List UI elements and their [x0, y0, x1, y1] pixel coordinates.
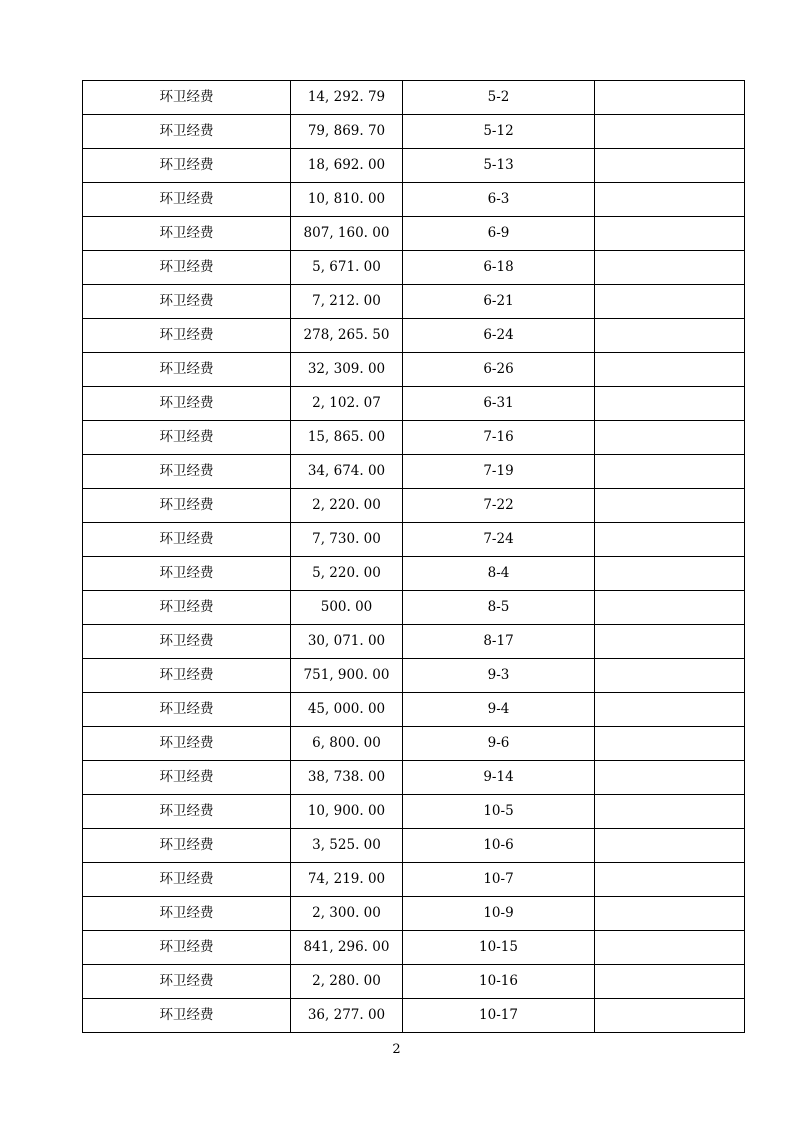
date-cell: 8-17: [403, 625, 595, 659]
amount-cell: 5, 671. 00: [291, 251, 403, 285]
table-row: [83, 81, 745, 115]
expense-item-cell: 环卫经费: [83, 591, 291, 625]
note-cell: [595, 523, 745, 557]
expense-table-body: [83, 81, 745, 1033]
table-row: [83, 795, 745, 829]
table-row: [83, 319, 745, 353]
date-cell: 8-5: [403, 591, 595, 625]
amount-cell: 79, 869. 70: [291, 115, 403, 149]
table-row: [83, 183, 745, 217]
expense-item-cell: 环卫经费: [83, 659, 291, 693]
expense-item-cell: 环卫经费: [83, 319, 291, 353]
expense-item-cell: 环卫经费: [83, 829, 291, 863]
amount-cell: 7, 730. 00: [291, 523, 403, 557]
note-cell: [595, 999, 745, 1033]
amount-cell: 807, 160. 00: [291, 217, 403, 251]
date-cell: 10-15: [403, 931, 595, 965]
date-cell: 9-14: [403, 761, 595, 795]
note-cell: [595, 217, 745, 251]
expense-item-cell: 环卫经费: [83, 931, 291, 965]
note-cell: [595, 761, 745, 795]
note-cell: [595, 353, 745, 387]
expense-item-cell: 环卫经费: [83, 761, 291, 795]
table-row: [83, 625, 745, 659]
expense-item-cell: 环卫经费: [83, 455, 291, 489]
table-row: [83, 523, 745, 557]
date-cell: 9-4: [403, 693, 595, 727]
amount-cell: 34, 674. 00: [291, 455, 403, 489]
note-cell: [595, 421, 745, 455]
table-row: [83, 387, 745, 421]
expense-item-cell: 环卫经费: [83, 489, 291, 523]
date-cell: 6-21: [403, 285, 595, 319]
expense-item-cell: 环卫经费: [83, 863, 291, 897]
table-row: [83, 761, 745, 795]
date-cell: 7-24: [403, 523, 595, 557]
expense-item-cell: 环卫经费: [83, 421, 291, 455]
note-cell: [595, 489, 745, 523]
note-cell: [595, 115, 745, 149]
date-cell: 10-17: [403, 999, 595, 1033]
table-row: [83, 693, 745, 727]
expense-item-cell: 环卫经费: [83, 285, 291, 319]
amount-cell: 2, 220. 00: [291, 489, 403, 523]
table-row: [83, 591, 745, 625]
amount-cell: 45, 000. 00: [291, 693, 403, 727]
expense-item-cell: 环卫经费: [83, 999, 291, 1033]
date-cell: 6-24: [403, 319, 595, 353]
expense-item-cell: 环卫经费: [83, 217, 291, 251]
table-row: [83, 897, 745, 931]
expense-table: [82, 80, 745, 1033]
table-row: [83, 965, 745, 999]
table-row: [83, 285, 745, 319]
date-cell: 6-26: [403, 353, 595, 387]
note-cell: [595, 795, 745, 829]
amount-cell: 36, 277. 00: [291, 999, 403, 1033]
table-row: [83, 421, 745, 455]
date-cell: 6-31: [403, 387, 595, 421]
note-cell: [595, 285, 745, 319]
note-cell: [595, 557, 745, 591]
expense-item-cell: 环卫经费: [83, 625, 291, 659]
amount-cell: 2, 300. 00: [291, 897, 403, 931]
page-number: 2: [392, 1042, 401, 1057]
note-cell: [595, 251, 745, 285]
amount-cell: 38, 738. 00: [291, 761, 403, 795]
table-row: [83, 455, 745, 489]
amount-cell: 74, 219. 00: [291, 863, 403, 897]
table-row: [83, 863, 745, 897]
expense-item-cell: 环卫经费: [83, 693, 291, 727]
expense-item-cell: 环卫经费: [83, 387, 291, 421]
expense-item-cell: 环卫经费: [83, 557, 291, 591]
amount-cell: 841, 296. 00: [291, 931, 403, 965]
table-row: [83, 727, 745, 761]
table-row: [83, 999, 745, 1033]
expense-item-cell: 环卫经费: [83, 353, 291, 387]
note-cell: [595, 319, 745, 353]
note-cell: [595, 149, 745, 183]
date-cell: 5-12: [403, 115, 595, 149]
note-cell: [595, 965, 745, 999]
expense-item-cell: 环卫经费: [83, 149, 291, 183]
date-cell: 10-16: [403, 965, 595, 999]
note-cell: [595, 897, 745, 931]
note-cell: [595, 183, 745, 217]
date-cell: 6-3: [403, 183, 595, 217]
date-cell: 10-6: [403, 829, 595, 863]
date-cell: 10-9: [403, 897, 595, 931]
note-cell: [595, 591, 745, 625]
note-cell: [595, 931, 745, 965]
amount-cell: 751, 900. 00: [291, 659, 403, 693]
date-cell: 5-2: [403, 81, 595, 115]
amount-cell: 5, 220. 00: [291, 557, 403, 591]
note-cell: [595, 81, 745, 115]
expense-item-cell: 环卫经费: [83, 251, 291, 285]
expense-item-cell: 环卫经费: [83, 523, 291, 557]
note-cell: [595, 455, 745, 489]
date-cell: 7-19: [403, 455, 595, 489]
date-cell: 10-7: [403, 863, 595, 897]
expense-item-cell: 环卫经费: [83, 727, 291, 761]
amount-cell: 10, 900. 00: [291, 795, 403, 829]
table-row: [83, 217, 745, 251]
amount-cell: 32, 309. 00: [291, 353, 403, 387]
note-cell: [595, 863, 745, 897]
date-cell: 7-16: [403, 421, 595, 455]
amount-cell: 14, 292. 79: [291, 81, 403, 115]
date-cell: 9-3: [403, 659, 595, 693]
expense-item-cell: 环卫经费: [83, 183, 291, 217]
amount-cell: 15, 865. 00: [291, 421, 403, 455]
table-row: [83, 659, 745, 693]
amount-cell: 7, 212. 00: [291, 285, 403, 319]
amount-cell: 3, 525. 00: [291, 829, 403, 863]
table-row: [83, 115, 745, 149]
note-cell: [595, 829, 745, 863]
date-cell: 5-13: [403, 149, 595, 183]
expense-item-cell: 环卫经费: [83, 81, 291, 115]
table-row: [83, 931, 745, 965]
note-cell: [595, 625, 745, 659]
amount-cell: 2, 280. 00: [291, 965, 403, 999]
table-row: [83, 353, 745, 387]
expense-item-cell: 环卫经费: [83, 795, 291, 829]
date-cell: 6-18: [403, 251, 595, 285]
expense-item-cell: 环卫经费: [83, 897, 291, 931]
note-cell: [595, 693, 745, 727]
amount-cell: 18, 692. 00: [291, 149, 403, 183]
amount-cell: 500. 00: [291, 591, 403, 625]
table-row: [83, 829, 745, 863]
table-row: [83, 251, 745, 285]
amount-cell: 10, 810. 00: [291, 183, 403, 217]
amount-cell: 6, 800. 00: [291, 727, 403, 761]
date-cell: 6-9: [403, 217, 595, 251]
note-cell: [595, 727, 745, 761]
amount-cell: 2, 102. 07: [291, 387, 403, 421]
table-row: [83, 149, 745, 183]
table-row: [83, 557, 745, 591]
date-cell: 7-22: [403, 489, 595, 523]
date-cell: 9-6: [403, 727, 595, 761]
expense-item-cell: 环卫经费: [83, 965, 291, 999]
expense-item-cell: 环卫经费: [83, 115, 291, 149]
table-row: [83, 489, 745, 523]
note-cell: [595, 659, 745, 693]
date-cell: 10-5: [403, 795, 595, 829]
amount-cell: 278, 265. 50: [291, 319, 403, 353]
note-cell: [595, 387, 745, 421]
amount-cell: 30, 071. 00: [291, 625, 403, 659]
date-cell: 8-4: [403, 557, 595, 591]
